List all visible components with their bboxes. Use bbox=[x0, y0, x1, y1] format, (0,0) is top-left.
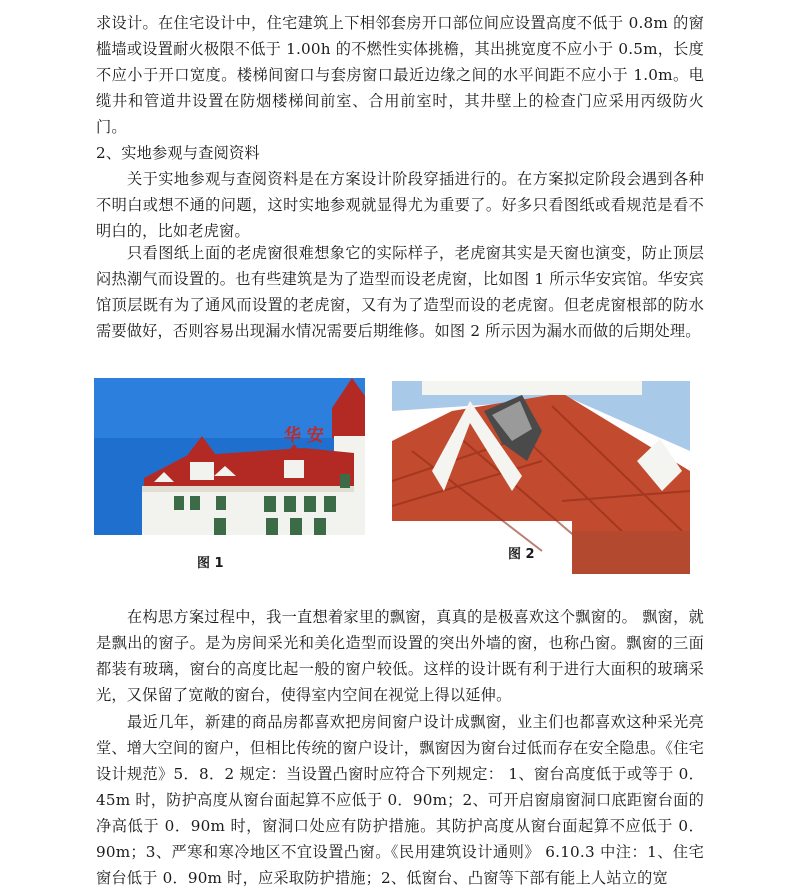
paragraph-dormer-window: 只看图纸上面的老虎窗很难想象它的实际样子，老虎窗其实是天窗也演变，防止顶层闷热潮气而设置的。也有些建筑是为了造型而设老虎窗，比如图 1 所示华安宾馆。华安宾馆顶层既有为了通风而设置的老虎窗，又有为了造型而设的老虎窗。但老虎窗根部的防水需要做好，否则容易出现漏水情况需要后期维修。如图 2 所示因为漏水而做的后期处理。 bbox=[96, 244, 704, 340]
figure-1-caption: 图 1 bbox=[197, 556, 224, 571]
paragraph-bay-window-regulations: 最近几年，新建的商品房都喜欢把房间窗户设计成飘窗，业主们也都喜欢这种采光亮堂、增大空间的窗户，但相比传统的窗户设计，飘窗因为窗台过低而存在安全隐患。《住宅设计规范》5．8．2 规定：当设置凸窗时应符合下列规定： 1、窗台高度低于或等于 0．45m 时，防护高度从窗台面起算不应低于 0．90m；2、可开启窗扇窗洞口底距窗台面的净高低于 0．90m 时，窗洞口处应有防护措施。其防护高度从窗台面起算不应低于 0．90m；3、严寒和寒冷地区不宜设置凸窗。《民用建筑设计通则》 6.10.3 中注：1、住宅窗台低于 0．90m 时，应采取防护措施；2、低窗台、凸窗等下部有能上人站立的宽 bbox=[96, 713, 704, 887]
figure-1-hotel-photo bbox=[94, 378, 365, 535]
paragraph-site-visit: 关于实地参观与查阅资料是在方案设计阶段穿插进行的。在方案拟定阶段会遇到各种不明白或想不通的问题，这时实地参观就显得尤为重要了。好多只看图纸或看规范是看不明白的，比如老虎窗。 bbox=[96, 170, 704, 240]
paragraph-fire-safety: 求设计。在住宅设计中，住宅建筑上下相邻套房开口部位间应设置高度不低于 0.8m 的窗槛墙或设置耐火极限不低于 1.00h 的不燃性实体挑檐，其出挑宽度不应小于 0.5m，长度不应小于开口宽度。楼梯间窗口与套房窗口最近边缘之间的水平间距不应小于 1.0m。电缆井和管道井设置在防烟楼梯间前室、合用前室时，其井壁上的检查门应采用丙级防火门。 bbox=[96, 14, 704, 136]
hotel-sign-text: 华 安 bbox=[284, 426, 324, 446]
section-heading: 2、实地参观与查阅资料 bbox=[96, 144, 260, 162]
paragraph-bay-window: 在构思方案过程中，我一直想着家里的飘窗，真真的是极喜欢这个飘窗的。 飘窗，就是飘出的窗子。是为房间采光和美化造型而设置的突出外墙的窗，也称凸窗。飘窗的三面都装有玻璃，窗台的高度比起一般的窗户较低。这样的设计既有利于进行大面积的玻璃采光，又保留了宽敞的窗台，使得室内空间在视觉上得以延伸。 bbox=[96, 608, 704, 704]
figure-2-caption: 图 2 bbox=[508, 547, 535, 562]
figure-2-roof-repair-photo bbox=[392, 381, 690, 574]
